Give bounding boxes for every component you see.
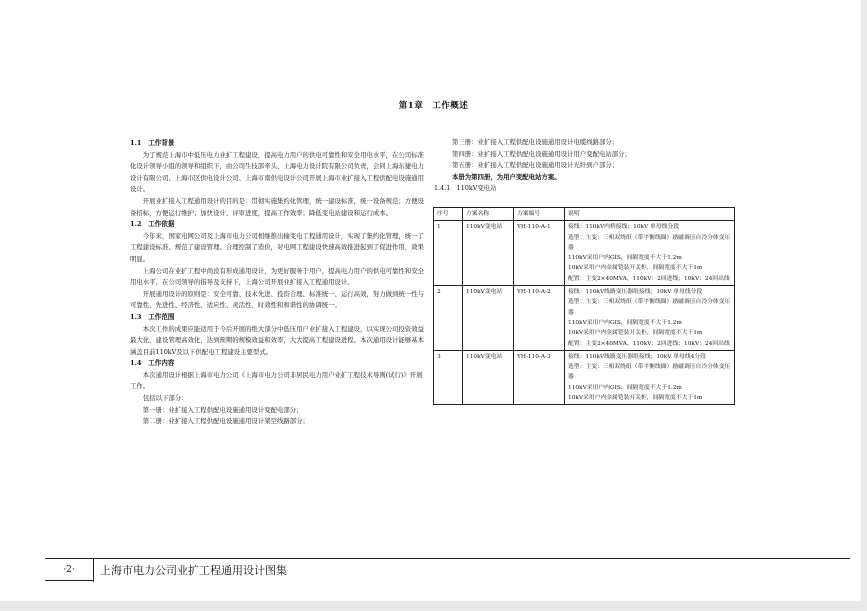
description-line: 110kV采用户内GIS，间隔宽度不大于1.2m bbox=[568, 384, 682, 391]
scheme-table bbox=[433, 207, 735, 405]
footer-separator bbox=[93, 558, 94, 582]
section-heading-1-1: 1.1 工作背景 bbox=[130, 139, 175, 147]
volume-item: 第四册：业扩接入工程供配电设施通用设计用户变配电站部分； bbox=[452, 149, 631, 158]
page-edge-right bbox=[861, 0, 867, 611]
paragraph: 本次通用设计根据上海市电力公司《上海市电力公司非居民电力用户业扩工程技术导则(试行)》开展工作。 bbox=[130, 370, 423, 391]
description-line: 配置：主变2×40MVA，110kV：2回进线；10kV：24回出线 bbox=[568, 275, 730, 282]
section-heading-1-3: 1.3 工作范围 bbox=[130, 312, 175, 321]
volume-note: 本册为第四册，为用户变配电站方案。 bbox=[452, 172, 561, 181]
scheme-code: YH-110-A-1 bbox=[514, 221, 565, 286]
description-line: 接线：110kV线路变压器组接线；10kV 单母线分段 bbox=[568, 289, 703, 296]
paragraph: 开展通用设计的原则是：安全可靠、技术先进、投资合理、标准统一、运行高效，努力做到统一性与可靠性、先进性、经济性、适应性、灵活性、时效性和和谐性的协调统一。 bbox=[130, 289, 424, 310]
description-line: 110kV采用户内GIS，间隔宽度不大于1.2m bbox=[568, 255, 682, 262]
scheme-description bbox=[565, 350, 735, 404]
row-number: 2 bbox=[434, 286, 463, 351]
left-column bbox=[130, 138, 425, 428]
column-header: 方案名称 bbox=[463, 208, 514, 221]
row-number: 3 bbox=[434, 350, 463, 404]
scheme-description bbox=[565, 286, 735, 351]
description-line: 选型：主变：三相双绕组（带平衡线圈）励磁调压自冷分体变压器 bbox=[568, 364, 731, 381]
scheme-code: YH-110-A-3 bbox=[514, 350, 565, 404]
volume-item: 第三册：业扩接入工程供配电设施通用设计电缆线路部分； bbox=[452, 138, 619, 146]
column-header: 序号 bbox=[434, 208, 463, 221]
description-line: 10kV采用户内金属铠装开关柜，间隔宽度不大于1m bbox=[568, 330, 703, 337]
description-line: 接线：110kV内桥接线；10kV 单母线分段 bbox=[568, 224, 680, 231]
table-row bbox=[434, 286, 735, 351]
description-line: 接线：110kV线路变压器组接线；10kV 单母线4分段 bbox=[568, 353, 706, 360]
description-line: 选型：主变：三相双绕组（带平衡线圈）励磁调压自冷分体变压器 bbox=[568, 299, 731, 316]
scheme-name: 110kV变电站 bbox=[463, 350, 514, 404]
right-column bbox=[434, 137, 737, 195]
description-line: 选型：主变：三相双绕组（带平衡线圈）励磁调压自冷分体变压器 bbox=[568, 234, 731, 251]
row-number: 1 bbox=[434, 221, 463, 286]
volume-item: 第五册：业扩接入工程供配电设施通用设计光纤到户部分； bbox=[452, 161, 619, 170]
section-heading-1-4: 1.4 工作内容 bbox=[130, 359, 175, 368]
description-line: 110kV采用户内GIS，间隔宽度不大于1.2m bbox=[568, 319, 682, 326]
paragraph: 上海公司在业扩工程中尚没有形成通用设计，为更好服务于用户，提高电力用户的供电可靠性和安全用电水平，在公司领导的指导及支持下，上海公司开展业扩接入工程通用设计。 bbox=[130, 266, 424, 287]
paragraph: 今年来，国家电网公司及上海市电力公司相继推出输变电工程通用设计，实现了集约化管理，统一了工程建设标准、规范了建设管理、合理控制了造价，对电网工程建设快速高效推进起到了促进作用，效果明显。 bbox=[130, 231, 424, 263]
subsection-heading: 1.4.1 110kV变电站 bbox=[434, 184, 497, 193]
paragraph: 开展业扩接入工程通用设计的目的是：贯彻实施集约化管理，统一建设标准，统一设备规范；方便设备招标，方便运行维护；加快设计、评审进度，提高工作效率；降低变电站建设和运行成本。 bbox=[130, 196, 424, 217]
paragraph: 包括以下部分： bbox=[142, 394, 188, 403]
footer-rule bbox=[45, 558, 850, 559]
scheme-name: 110kV变电站 bbox=[463, 221, 514, 286]
section-heading-1-2: 1.2 工作依据 bbox=[130, 220, 175, 229]
scheme-code: YH-110-A-2 bbox=[514, 286, 565, 351]
paragraph: 本次工作的成果应能适用于今后开展的绝大部分中低压用户业扩接入工程建设，以实现公司投资效益最大化，建设管理高效化，达到预期的规模效益和效率，大大提高工程建设进程。本次通用设计能够基本涵盖目前110kV及以下供配电工程建设主要型式。 bbox=[130, 324, 424, 356]
page-edge-bottom bbox=[0, 601, 867, 611]
column-header: 说明 bbox=[565, 208, 735, 221]
page-number: ·2· bbox=[45, 561, 93, 581]
description-line: 配置：主变2×40MVA，110kV：2回进线；10kV：24回出线 bbox=[568, 340, 730, 347]
table-row bbox=[434, 350, 735, 404]
table-header-row bbox=[434, 208, 735, 221]
table-row bbox=[434, 221, 735, 286]
description-line: 10kV采用户内金属铠装开关柜，间隔宽度不大于1m bbox=[568, 265, 703, 272]
volume-item: 第一册：业扩接入工程供配电设施通用设计变配电部分； bbox=[142, 405, 303, 414]
paragraph: 为了规范上海市中低压电力业扩工程建设，提高电力用户的供电可靠性和安全用电水平，在公司标准化设计领导小组的领导和组织下，由公司生技部牵头、上海电力设计院有限公司负责，会同上海东捷电力设计有限公司、上海市区供电设计公司、上海市南供电设计公司开展上海市业扩接入工程供配电设施通用设计。 bbox=[130, 150, 424, 194]
footer-title: 上海市电力公司业扩工程通用设计图集 bbox=[100, 564, 287, 577]
description-line: 10kV采用户内金属铠装开关柜，间隔宽度不大于1m bbox=[568, 395, 703, 402]
column-header: 方案编号 bbox=[514, 208, 565, 221]
chapter-title: 第1章 工作概述 bbox=[398, 101, 469, 111]
volume-item: 第二册：业扩接入工程供配电设施通用设计架空线路部分； bbox=[142, 417, 309, 426]
scheme-name: 110kV变电站 bbox=[463, 286, 514, 351]
scheme-description bbox=[565, 221, 735, 286]
